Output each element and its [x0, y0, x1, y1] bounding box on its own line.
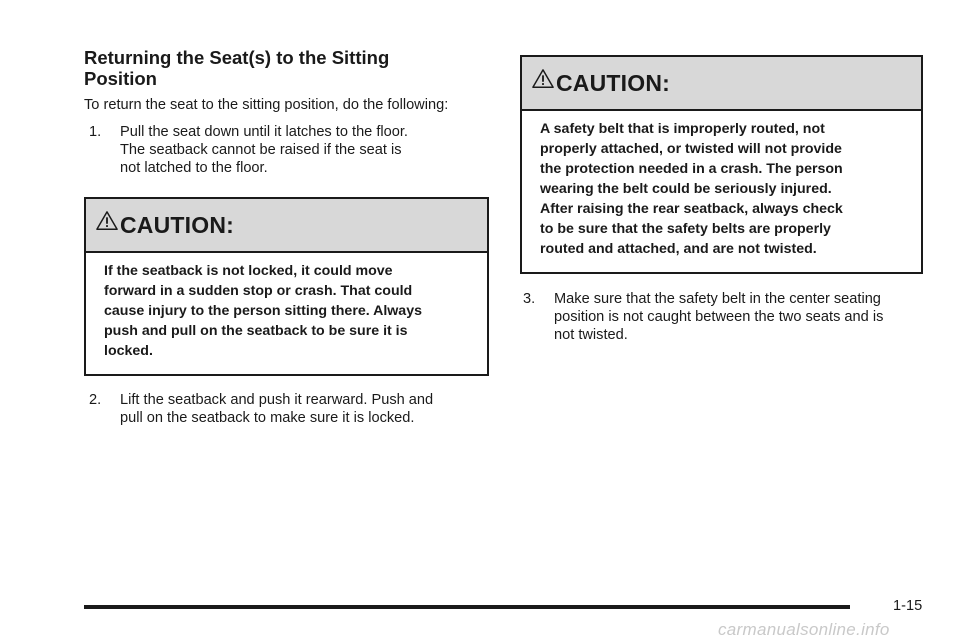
caution-2-line-5: After raising the rear seatback, always check	[540, 201, 843, 217]
caution-1-line-1: If the seatback is not locked, it could move	[104, 263, 393, 279]
caution-header	[522, 57, 921, 111]
caution-label: CAUTION:	[556, 69, 671, 96]
warning-triangle-icon	[96, 210, 118, 232]
step-3	[523, 290, 923, 344]
page-number: 1-15	[893, 598, 923, 614]
step-2-number: 2.	[89, 392, 102, 408]
section-title-line-2: Position	[84, 68, 157, 89]
intro-text: To return the seat to the sitting position, do the following:	[84, 97, 449, 113]
caution-1-line-3: cause injury to the person sitting there. Always	[104, 303, 422, 319]
step-2	[89, 391, 489, 427]
step-3-line-3: not twisted.	[554, 327, 628, 343]
caution-2-line-1: A safety belt that is improperly routed, not	[540, 121, 825, 137]
caution-2-line-2: properly attached, or twisted will not provide	[540, 141, 842, 157]
section-title-line-1: Returning the Seat(s) to the Sitting	[84, 47, 390, 68]
caution-box-seatback	[84, 197, 489, 376]
caution-text	[522, 111, 921, 259]
caution-1-line-4: push and pull on the seatback to be sure it is	[104, 323, 408, 339]
step-1-line-3: not latched to the floor.	[120, 160, 268, 176]
step-3-line-2: position is not caught between the two seats and is	[554, 309, 884, 325]
step-2-line-1: Lift the seatback and push it rearward. Push and	[120, 392, 434, 408]
step-2-line-2: pull on the seatback to make sure it is locked.	[120, 410, 415, 426]
step-1	[89, 123, 489, 177]
caution-2-line-6: to be sure that the safety belts are properly	[540, 221, 831, 237]
caution-box-safety-belt	[520, 55, 923, 274]
watermark: carmanualsonline.info	[718, 620, 890, 639]
caution-text	[86, 253, 487, 361]
caution-header	[86, 199, 487, 253]
section-title	[84, 47, 489, 89]
caution-2-line-7: routed and attached, and are not twisted.	[540, 241, 817, 257]
footer-rule	[84, 605, 850, 609]
caution-1-line-2: forward in a sudden stop or crash. That could	[104, 283, 413, 299]
caution-label: CAUTION:	[120, 211, 235, 238]
warning-triangle-icon	[532, 68, 554, 90]
step-1-line-1: Pull the seat down until it latches to the floor.	[120, 124, 408, 140]
step-1-number: 1.	[89, 124, 102, 140]
step-3-number: 3.	[523, 291, 536, 307]
step-3-line-1: Make sure that the safety belt in the center seating	[554, 291, 881, 307]
caution-2-line-4: wearing the belt could be seriously injured.	[540, 181, 832, 197]
step-1-line-2: The seatback cannot be raised if the seat is	[120, 142, 402, 158]
caution-2-line-3: the protection needed in a crash. The person	[540, 161, 843, 177]
caution-1-line-5: locked.	[104, 343, 153, 359]
